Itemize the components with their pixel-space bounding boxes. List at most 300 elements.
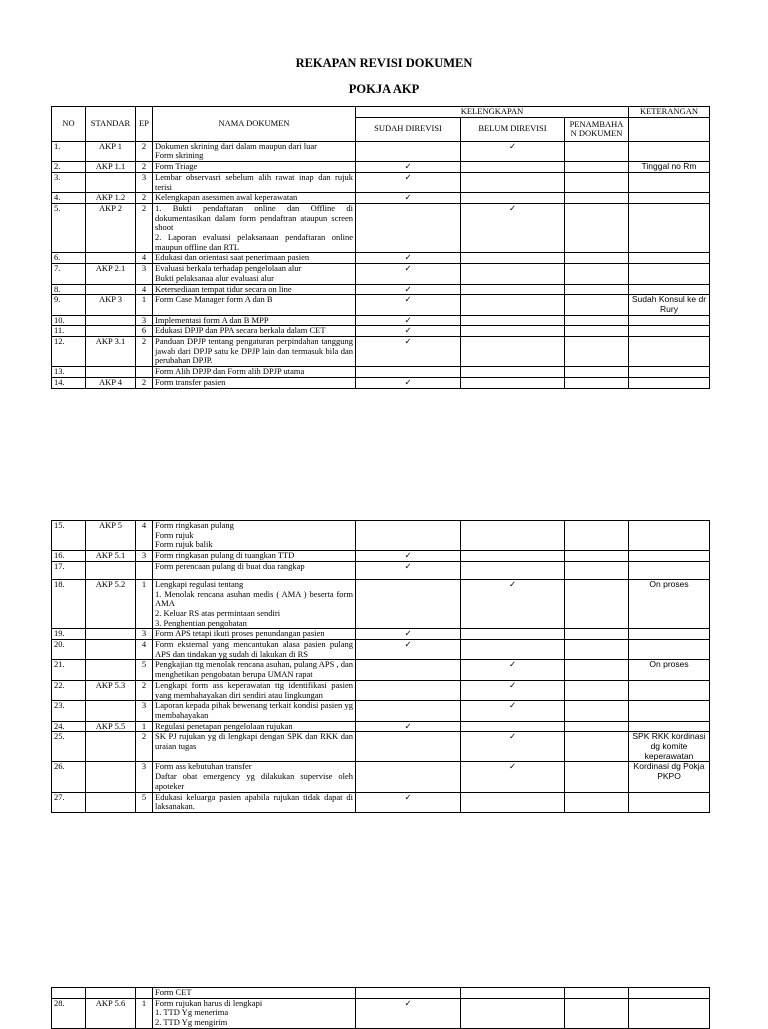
row-standar — [86, 660, 136, 680]
header-kelengkapan: KELENGKAPAN — [356, 107, 629, 118]
belum-direvisi-cell — [461, 579, 565, 629]
table-row — [52, 660, 710, 680]
revision-table-3 — [51, 987, 710, 1029]
table-row — [52, 172, 710, 192]
row-standar — [86, 284, 136, 295]
document-line: Form rujuk — [155, 529, 194, 540]
row-nama-dokumen — [153, 337, 356, 367]
document-line: Lengkapi form ass keperawatan ttg identifikasi pasien yang membahayakan diri sendiri atau lingkungan — [155, 680, 353, 700]
document-line: Form skrining — [155, 150, 204, 161]
row-nama-dokumen — [153, 264, 356, 284]
document-line: Lengkapi regulasi tentang — [155, 579, 244, 589]
document-line: Form Alih DPJP dan Form alih DPJP utama — [155, 366, 305, 377]
row-keterangan: Sudah Konsul ke dr Rury — [629, 295, 710, 315]
penambahan-dokumen-cell — [565, 701, 629, 721]
row-standar: AKP 2.1 — [86, 264, 136, 284]
document-line: Form ringkasan pulang di tuangkan TTD — [155, 550, 295, 561]
document-line: Dokumen skrining dari dalam maupun dari luar — [155, 141, 317, 151]
belum-direvisi-cell — [461, 660, 565, 680]
row-number: 20. — [52, 640, 86, 660]
row-ep: 6 — [136, 326, 153, 337]
row-nama-dokumen — [153, 141, 356, 161]
check-mark-icon: ✓ — [508, 203, 517, 213]
sudah-direvisi-cell — [356, 762, 461, 792]
penambahan-dokumen-cell — [565, 284, 629, 295]
row-number: 21. — [52, 660, 86, 680]
row-standar — [86, 792, 136, 812]
row-standar: AKP 2 — [86, 203, 136, 253]
document-line: 1. Menolak rencana asuhan medis ( AMA ) beserta form AMA — [155, 588, 353, 609]
row-nama-dokumen — [153, 521, 356, 551]
table-row — [52, 203, 710, 253]
sudah-direvisi-cell — [356, 193, 461, 204]
penambahan-dokumen-cell — [565, 680, 629, 700]
table-row — [52, 337, 710, 367]
header-no: NO — [52, 107, 86, 142]
sudah-direvisi-cell — [356, 629, 461, 640]
belum-direvisi-cell — [461, 792, 565, 812]
row-ep — [136, 988, 153, 999]
row-number: 2. — [52, 162, 86, 173]
document-line: Ketersediaan tempat tidur secara on line — [155, 284, 292, 294]
row-keterangan — [629, 561, 710, 579]
check-mark-icon: ✓ — [404, 792, 412, 802]
table-row — [52, 162, 710, 173]
sudah-direvisi-cell — [356, 253, 461, 264]
table-row — [52, 680, 710, 700]
table-row — [52, 367, 710, 378]
row-keterangan — [629, 172, 710, 192]
row-keterangan — [629, 792, 710, 812]
row-standar — [86, 253, 136, 264]
row-keterangan — [629, 367, 710, 378]
row-keterangan: On proses — [629, 660, 710, 680]
row-keterangan — [629, 551, 710, 562]
document-line: Bukti pelaksanaa alur evaluasi alur — [155, 272, 274, 283]
table-row — [52, 629, 710, 640]
row-keterangan — [629, 203, 710, 253]
belum-direvisi-cell — [461, 377, 565, 388]
check-mark-icon: ✓ — [404, 192, 412, 203]
penambahan-dokumen-cell — [565, 792, 629, 812]
table-row — [52, 377, 710, 388]
sudah-direvisi-cell — [356, 203, 461, 253]
row-number: 7. — [52, 264, 86, 284]
row-ep: 5 — [136, 660, 153, 680]
check-mark-icon: ✓ — [508, 141, 517, 151]
document-line: 2. Keluar RS atas permintaan sendiri — [155, 607, 281, 618]
revision-table-1 — [51, 106, 710, 389]
row-nama-dokumen — [153, 701, 356, 721]
row-ep: 3 — [136, 701, 153, 721]
check-mark-icon: ✓ — [404, 263, 412, 274]
sudah-direvisi-cell — [356, 284, 461, 295]
row-standar: AKP 3 — [86, 295, 136, 315]
row-number: 28. — [52, 998, 86, 1028]
row-standar — [86, 367, 136, 378]
belum-direvisi-cell — [461, 193, 565, 204]
row-ep: 2 — [136, 141, 153, 161]
row-ep: 2 — [136, 337, 153, 367]
row-ep: 3 — [136, 762, 153, 792]
row-nama-dokumen — [153, 640, 356, 660]
row-keterangan — [629, 701, 710, 721]
document-line: Form perencaan pulang di buat dua rangkap — [155, 561, 305, 571]
sudah-direvisi-cell — [356, 264, 461, 284]
row-number: 11. — [52, 326, 86, 337]
row-standar: AKP 1 — [86, 141, 136, 161]
table-row — [52, 253, 710, 264]
table-row — [52, 732, 710, 762]
row-nama-dokumen — [153, 326, 356, 337]
document-line: Daftar obat emergency yg dilakukan supervise oleh apoteker — [155, 771, 353, 791]
table-row — [52, 721, 710, 732]
penambahan-dokumen-cell — [565, 141, 629, 161]
row-nama-dokumen — [153, 295, 356, 315]
header-nama-dokumen: NAMA DOKUMEN — [153, 107, 356, 142]
row-keterangan — [629, 337, 710, 367]
check-mark-icon: ✓ — [508, 579, 517, 589]
belum-direvisi-cell — [461, 162, 565, 173]
row-number: 27. — [52, 792, 86, 812]
row-standar: AKP 5.5 — [86, 721, 136, 732]
row-keterangan — [629, 680, 710, 700]
check-mark-icon: ✓ — [404, 294, 412, 305]
document-line: Form transfer pasien — [155, 377, 226, 387]
row-number: 12. — [52, 337, 86, 367]
check-mark-icon: ✓ — [404, 284, 412, 294]
row-nama-dokumen — [153, 732, 356, 762]
check-mark-icon: ✓ — [404, 161, 412, 172]
row-nama-dokumen — [153, 551, 356, 562]
row-ep: 5 — [136, 792, 153, 812]
row-standar — [86, 172, 136, 192]
row-number: 17. — [52, 561, 86, 579]
row-keterangan — [629, 284, 710, 295]
belum-direvisi-cell — [461, 561, 565, 579]
belum-direvisi-cell — [461, 315, 565, 326]
sudah-direvisi-cell — [356, 521, 461, 551]
sudah-direvisi-cell — [356, 551, 461, 562]
row-standar — [86, 315, 136, 326]
check-mark-icon: ✓ — [404, 252, 412, 263]
row-nama-dokumen — [153, 193, 356, 204]
row-keterangan — [629, 521, 710, 551]
table-row — [52, 284, 710, 295]
row-number: 5. — [52, 203, 86, 253]
row-keterangan — [629, 721, 710, 732]
table-row — [52, 988, 710, 999]
belum-direvisi-cell — [461, 521, 565, 551]
sudah-direvisi-cell — [356, 315, 461, 326]
penambahan-dokumen-cell — [565, 721, 629, 732]
row-standar — [86, 732, 136, 762]
row-number: 15. — [52, 521, 86, 551]
document-line: Laporan kepada pihak bewenang terkait kondisi pasien yg membahayakan — [155, 700, 353, 720]
row-standar: AKP 1.2 — [86, 193, 136, 204]
row-keterangan: Tinggal no Rm — [629, 162, 710, 173]
row-standar: AKP 5.1 — [86, 551, 136, 562]
row-number: 13. — [52, 367, 86, 378]
revision-table-2 — [51, 520, 710, 813]
row-ep: 2 — [136, 377, 153, 388]
check-mark-icon: ✓ — [404, 628, 412, 639]
row-ep: 4 — [136, 640, 153, 660]
table-row — [52, 141, 710, 161]
table-row — [52, 264, 710, 284]
sudah-direvisi-cell — [356, 326, 461, 337]
row-standar: AKP 4 — [86, 377, 136, 388]
table-row — [52, 326, 710, 337]
row-nama-dokumen — [153, 162, 356, 173]
sudah-direvisi-cell — [356, 701, 461, 721]
document-line: 2. TTD Yg mengirim — [155, 1017, 228, 1028]
check-mark-icon: ✓ — [404, 998, 412, 1008]
document-line: Form rujuk balik — [155, 539, 213, 550]
sudah-direvisi-cell — [356, 640, 461, 660]
row-ep: 2 — [136, 732, 153, 762]
check-mark-icon: ✓ — [508, 761, 517, 772]
penambahan-dokumen-cell — [565, 315, 629, 326]
row-keterangan — [629, 315, 710, 326]
table-row — [52, 315, 710, 326]
belum-direvisi-cell — [461, 284, 565, 295]
row-number: 6. — [52, 253, 86, 264]
document-line: Form APS tetapi ikuti proses penundangan pasien — [155, 628, 325, 639]
document-title: REKAPAN REVISI DOKUMEN — [295, 56, 473, 70]
table-row — [52, 579, 710, 629]
table-row — [52, 295, 710, 315]
row-ep: 1 — [136, 295, 153, 315]
belum-direvisi-cell — [461, 326, 565, 337]
row-ep: 2 — [136, 680, 153, 700]
document-subtitle: POKJA AKP — [348, 82, 420, 96]
document-line: Form Case Manager form A dan B — [155, 294, 273, 305]
belum-direvisi-cell — [461, 203, 565, 253]
penambahan-dokumen-cell — [565, 629, 629, 640]
row-number: 19. — [52, 629, 86, 640]
document-line: Form rujukan harus di lengkapi — [155, 998, 263, 1008]
sudah-direvisi-cell — [356, 732, 461, 762]
check-mark-icon: ✓ — [404, 561, 412, 571]
row-standar — [86, 701, 136, 721]
row-nama-dokumen — [153, 203, 356, 253]
check-mark-icon: ✓ — [404, 721, 412, 731]
row-nama-dokumen — [153, 315, 356, 326]
row-nama-dokumen — [153, 680, 356, 700]
penambahan-dokumen-cell — [565, 203, 629, 253]
row-number: 25. — [52, 732, 86, 762]
belum-direvisi-cell — [461, 172, 565, 192]
row-nama-dokumen — [153, 762, 356, 792]
belum-direvisi-cell — [461, 264, 565, 284]
table-row — [52, 521, 710, 551]
penambahan-dokumen-cell — [565, 377, 629, 388]
row-keterangan: SPK RKK kordinasi dg komite keperawatan — [629, 732, 710, 762]
row-number: 8. — [52, 284, 86, 295]
penambahan-dokumen-cell — [565, 337, 629, 367]
row-ep: 3 — [136, 264, 153, 284]
table-row — [52, 701, 710, 721]
row-number: 24. — [52, 721, 86, 732]
row-ep — [136, 367, 153, 378]
row-number: 26. — [52, 762, 86, 792]
table-row — [52, 792, 710, 812]
belum-direvisi-cell — [461, 253, 565, 264]
penambahan-dokumen-cell — [565, 295, 629, 315]
penambahan-dokumen-cell — [565, 988, 629, 999]
row-number: 4. — [52, 193, 86, 204]
belum-direvisi-cell — [461, 629, 565, 640]
document-line: Form eksternal yang mencantukan alasa pasien pulang APS dan tindakan yg sudah di lakukan di RS — [155, 639, 353, 659]
header-ep: EP — [136, 107, 153, 142]
row-number — [52, 988, 86, 999]
sudah-direvisi-cell — [356, 337, 461, 367]
penambahan-dokumen-cell — [565, 367, 629, 378]
penambahan-dokumen-cell — [565, 521, 629, 551]
sudah-direvisi-cell — [356, 162, 461, 173]
row-standar: AKP 5.2 — [86, 579, 136, 629]
sudah-direvisi-cell — [356, 660, 461, 680]
sudah-direvisi-cell — [356, 141, 461, 161]
check-mark-icon: ✓ — [404, 336, 412, 347]
belum-direvisi-cell — [461, 732, 565, 762]
row-standar: AKP 5 — [86, 521, 136, 551]
row-nama-dokumen — [153, 629, 356, 640]
row-nama-dokumen — [153, 721, 356, 732]
header-standar: STANDAR — [86, 107, 136, 142]
document-line: 3. Penghentian pengobatan — [155, 617, 247, 628]
table-row — [52, 551, 710, 562]
header-sudah-direvisi: SUDAH DIREVISI — [356, 117, 461, 141]
document-line: Implementasi form A dan B MPP — [155, 315, 269, 325]
sudah-direvisi-cell — [356, 561, 461, 579]
row-standar — [86, 629, 136, 640]
row-ep: 1 — [136, 998, 153, 1028]
document-line: Form ass kebutuhan transfer — [155, 761, 252, 772]
header-keterangan-sub — [629, 117, 710, 141]
sudah-direvisi-cell — [356, 792, 461, 812]
row-ep: 1 — [136, 721, 153, 732]
check-mark-icon: ✓ — [508, 700, 517, 711]
header-belum-direvisi: BELUM DIREVISI — [461, 117, 565, 141]
sudah-direvisi-cell — [356, 377, 461, 388]
row-nama-dokumen — [153, 579, 356, 629]
row-number: 23. — [52, 701, 86, 721]
row-ep: 4 — [136, 521, 153, 551]
document-line: Form ringkasan pulang — [155, 520, 234, 530]
penambahan-dokumen-cell — [565, 162, 629, 173]
table-row — [52, 762, 710, 792]
row-ep: 4 — [136, 253, 153, 264]
sudah-direvisi-cell — [356, 988, 461, 999]
check-mark-icon: ✓ — [404, 639, 412, 650]
penambahan-dokumen-cell — [565, 640, 629, 660]
sudah-direvisi-cell — [356, 721, 461, 732]
row-nama-dokumen — [153, 792, 356, 812]
sudah-direvisi-cell — [356, 172, 461, 192]
document-line: SK PJ rujukan yg di lengkapi dengan SPK dan RKK dan uraian tugas — [155, 731, 353, 752]
belum-direvisi-cell — [461, 701, 565, 721]
check-mark-icon: ✓ — [508, 680, 517, 690]
row-ep: 2 — [136, 162, 153, 173]
row-standar — [86, 326, 136, 337]
row-ep: 1 — [136, 579, 153, 629]
row-nama-dokumen — [153, 660, 356, 680]
check-mark-icon: ✓ — [404, 325, 412, 336]
sudah-direvisi-cell — [356, 680, 461, 700]
document-line: Pengkajian ttg menolak rencana asuhan, pulang APS , dan menghetikan pengobatan berupa UMAN rapat — [155, 659, 353, 680]
table-row — [52, 561, 710, 579]
belum-direvisi-cell — [461, 680, 565, 700]
row-number: 3. — [52, 172, 86, 192]
document-line: Lembar observasri sebelum alih rawat inap dan rujuk terisi — [155, 172, 353, 192]
row-ep — [136, 561, 153, 579]
belum-direvisi-cell — [461, 640, 565, 660]
row-nama-dokumen — [153, 284, 356, 295]
row-standar: AKP 5.3 — [86, 680, 136, 700]
row-number: 16. — [52, 551, 86, 562]
document-line: Form CET — [155, 987, 192, 997]
penambahan-dokumen-cell — [565, 561, 629, 579]
document-line: Edukasi DPJP dan PPA secara berkala dalam CET — [155, 325, 326, 336]
row-ep: 3 — [136, 551, 153, 562]
row-ep: 4 — [136, 284, 153, 295]
row-ep: 2 — [136, 203, 153, 253]
row-number: 10. — [52, 315, 86, 326]
table-row — [52, 640, 710, 660]
penambahan-dokumen-cell — [565, 551, 629, 562]
table-row — [52, 193, 710, 204]
document-line: Panduan DPJP tentang pengaturan perpindahan tanggung jawab dari DPJP satu ke DPJP lain dan termasuk bila dan perubahan DPJP. — [155, 336, 353, 366]
row-nama-dokumen — [153, 367, 356, 378]
row-nama-dokumen — [153, 988, 356, 999]
document-line: 2. Laporan evaluasi pelaksanaan pendaftaran online maupun offline dan RTL — [155, 232, 353, 252]
document-line: Kelengkapan asessmen awal keperawatan — [155, 192, 298, 203]
sudah-direvisi-cell — [356, 579, 461, 629]
row-keterangan — [629, 326, 710, 337]
document-line: 1. Bukti pendaftaran online dan Offline di dokumentasikan dalam form pendaftran ataupun screen shoot — [155, 203, 353, 233]
row-number: 1. — [52, 141, 86, 161]
row-keterangan — [629, 193, 710, 204]
row-standar — [86, 762, 136, 792]
sudah-direvisi-cell — [356, 295, 461, 315]
belum-direvisi-cell — [461, 762, 565, 792]
belum-direvisi-cell — [461, 141, 565, 161]
row-keterangan — [629, 377, 710, 388]
row-number: 9. — [52, 295, 86, 315]
check-mark-icon: ✓ — [404, 377, 412, 387]
row-number: 14. — [52, 377, 86, 388]
row-standar: AKP 5.6 — [86, 998, 136, 1028]
penambahan-dokumen-cell — [565, 579, 629, 629]
belum-direvisi-cell — [461, 988, 565, 999]
check-mark-icon: ✓ — [508, 659, 517, 670]
row-keterangan — [629, 141, 710, 161]
row-standar — [86, 988, 136, 999]
row-nama-dokumen — [153, 253, 356, 264]
belum-direvisi-cell — [461, 295, 565, 315]
document-line: 1. TTD Yg menerima — [155, 1007, 229, 1018]
document-line: Regulasi penetapan pengelolaan rujukan — [155, 721, 293, 731]
row-keterangan: Kordinasi dg Pokja PKPO — [629, 762, 710, 792]
check-mark-icon: ✓ — [508, 731, 517, 742]
penambahan-dokumen-cell — [565, 253, 629, 264]
row-keterangan — [629, 264, 710, 284]
row-number: 18. — [52, 579, 86, 629]
belum-direvisi-cell — [461, 721, 565, 732]
document-line: Edukasi dan orientasi saat penerimaan pasien — [155, 252, 310, 263]
